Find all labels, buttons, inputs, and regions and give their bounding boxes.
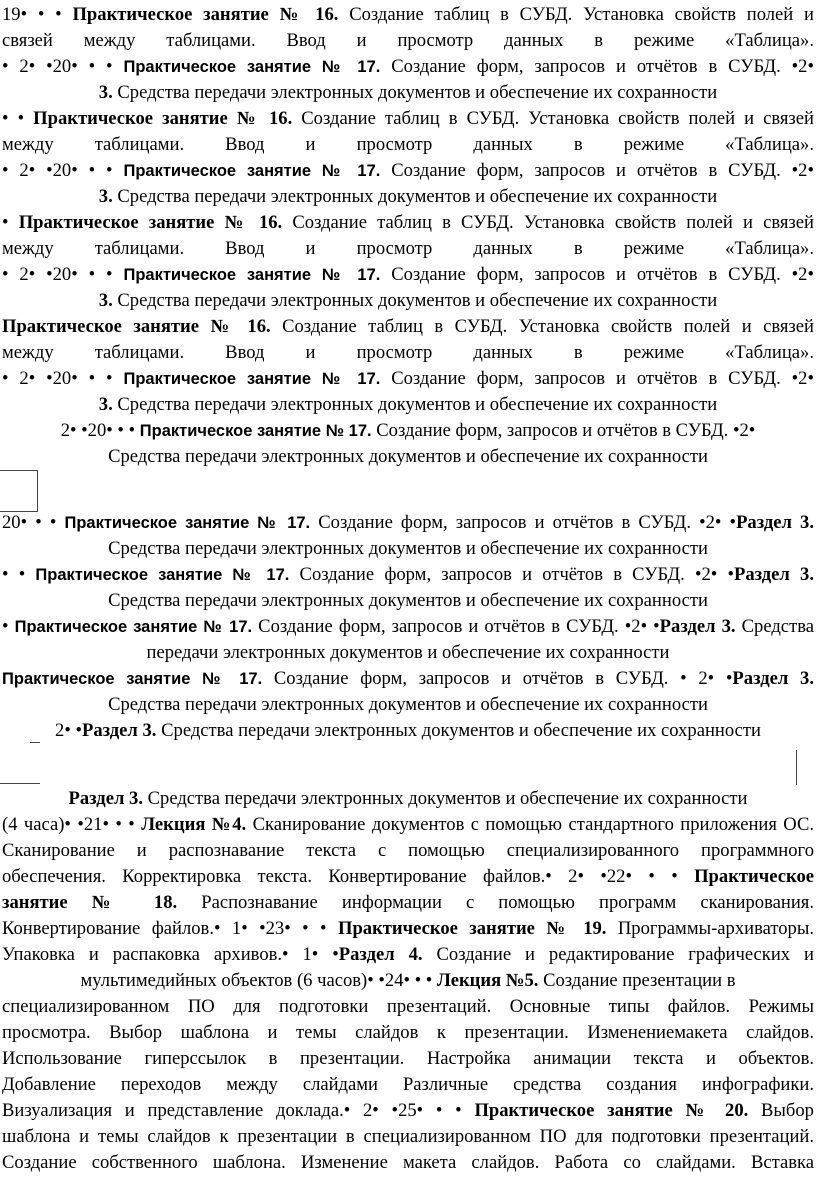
bold-text-run: Практическое занятие № 16. (2, 316, 271, 337)
text-run: Сканирование и распознавание текста с помощью специализированного программного (2, 840, 814, 861)
bold-text-run: Практическое занятие № 17. (14, 618, 253, 636)
text-run: Создание таблиц в СУБД. Установка свойств полей и (338, 4, 814, 25)
text-run: Средства передачи электронных документов и обеспечение их сохранности (108, 446, 708, 467)
text-run: Создание форм, запросов и отчётов в СУБД. •2• (371, 420, 756, 441)
bold-text-run: 3. (98, 394, 113, 415)
text-line (2, 1020, 814, 1046)
bold-text-run: занятие № 18. (2, 892, 178, 913)
text-run: Создание таблиц в СУБД. Установка свойств полей и связей (282, 212, 814, 233)
text-run: Создание форм, запросов и отчётов в СУБД. •2• • (252, 616, 660, 637)
text-run: Создание форм, запросов и отчётов в СУБД. •2• (380, 264, 814, 285)
text-line (2, 510, 814, 536)
text-run: Создание таблиц в СУБД. Установка свойств полей и связей (270, 316, 814, 337)
text-line (2, 1046, 814, 1072)
text-run: обеспечения. Корректировка текста. Конвертирование файлов.• 2• •22• • • (2, 866, 695, 887)
bold-text-run: Практическое занятие № 17. (123, 58, 381, 76)
bold-text-run: Практическое занятие № 17. (123, 162, 381, 180)
bold-text-run: Раздел 3. (68, 788, 143, 809)
text-run: Упаковка и распаковка архивов.• 1• • (2, 944, 339, 965)
bold-text-run: Практическое занятие № 16. (72, 4, 339, 25)
text-run: (4 часа)• •21• • • (2, 814, 142, 835)
text-run: Средства передачи электронных документов и обеспечение их сохранности (142, 788, 748, 809)
text-run: • • (2, 108, 34, 129)
text-run: Создание презентации в (538, 970, 736, 991)
text-line (2, 994, 814, 1020)
text-run: мультимедийных объектов (6 часов)• •24• • • (80, 970, 437, 991)
bold-text-run: Практическое занятие № 20. (474, 1100, 749, 1121)
text-line (2, 262, 814, 288)
text-line (2, 184, 814, 210)
text-run: Средства передачи электронных документов и обеспечение их сохранности (108, 694, 708, 715)
text-line (2, 106, 814, 132)
text-line (2, 588, 814, 614)
text-run: • 2• •20• • • (2, 160, 124, 181)
text-run: Средства передачи электронных документов и обеспечение их сохранности (108, 590, 708, 611)
text-line (2, 236, 814, 262)
text-line (2, 366, 814, 392)
text-line (2, 132, 814, 158)
text-run: 2• •20• • • (60, 420, 140, 441)
text-run: Использование гиперссылок в презентации. Настройка анимации текста и объектов. (2, 1048, 814, 1069)
text-line (2, 28, 814, 54)
text-line (2, 890, 814, 916)
text-run: между таблицами. Ввод и просмотр данных в режиме «Таблица». (2, 342, 814, 363)
bold-text-run: Практическое занятие № 17. (35, 566, 290, 584)
table-cell-fragment (0, 470, 38, 512)
text-line (2, 288, 814, 314)
text-run: между таблицами. Ввод и просмотр данных в режиме «Таблица». (2, 238, 814, 259)
text-run: Создание форм, запросов и отчётов в СУБД. • 2• • (262, 668, 733, 689)
text-line (2, 916, 814, 942)
text-line (2, 210, 814, 236)
text-line (2, 314, 814, 340)
text-run: Распознавание информации с помощью программ сканирования. (177, 892, 814, 913)
text-run: 19• • • (2, 4, 73, 25)
text-line (2, 340, 814, 366)
bold-text-run: Практическое занятие № 17. (64, 514, 311, 532)
text-line (2, 1072, 814, 1098)
text-run: Средства передачи электронных документов и обеспечение их сохранности (112, 290, 718, 311)
text-run: • • (2, 564, 36, 585)
text-run: Создание форм, запросов и отчётов в СУБД. •2• (380, 56, 814, 77)
text-line (2, 666, 814, 692)
text-run: Средства передачи электронных документов и обеспечение их сохранности (112, 186, 718, 207)
horizontal-rule (0, 783, 40, 784)
text-line (2, 536, 814, 562)
vertical-rule (796, 750, 797, 785)
text-run: Создание собственного шаблона. Изменение макета слайдов. Работа со слайдами. Вставка (2, 1152, 814, 1173)
text-run: Сканирование документов с помощью стандартного приложения ОС. (246, 814, 814, 835)
text-run: связей между таблицами. Ввод и просмотр данных в режиме «Таблица». (2, 30, 814, 51)
text-run: Создание форм, запросов и отчётов в СУБД. •2• (380, 160, 814, 181)
text-run: Конвертирование файлов.• 1• •23• • • (2, 918, 338, 939)
text-run: просмотра. Выбор шаблона и темы слайдов к презентации. Изменениемакета слайдов. (2, 1022, 814, 1043)
text-run: Создание форм, запросов и отчётов в СУБД. •2• • (310, 512, 737, 533)
text-line (2, 444, 814, 470)
text-run: • (2, 616, 15, 637)
bold-text-run: Практическое занятие № 16. (33, 108, 293, 129)
text-line (2, 1150, 814, 1176)
text-run: шаблона и темы слайдов к презентации в специализированном ПО для подготовки презентаций. (2, 1126, 814, 1147)
bold-text-run: Раздел 3. (659, 616, 736, 637)
text-run: Добавление переходов между слайдами Различные средства создания инфографики. (2, 1074, 814, 1095)
text-line (2, 838, 814, 864)
text-run: 2• • (55, 720, 82, 741)
text-line (2, 158, 814, 184)
text-line (2, 864, 814, 890)
text-run: Создание форм, запросов и отчётов в СУБД. •2• • (289, 564, 734, 585)
text-line (2, 54, 814, 80)
text-run: передачи электронных документов и обеспечение их сохранности (146, 642, 670, 663)
text-run: Визуализация и представление доклада.• 2• •25• • • (2, 1100, 475, 1121)
bold-text-run: Раздел 3. (736, 512, 814, 533)
text-line (2, 1098, 814, 1124)
text-line (2, 812, 814, 838)
text-run: Средства передачи электронных документов и обеспечение их сохранности (108, 538, 708, 559)
bold-text-run: Раздел 4. (338, 944, 423, 965)
bold-text-run: Практическое занятие № 17. (139, 422, 372, 440)
text-run: Создание и редактирование графических и (422, 944, 814, 965)
bold-text-run: 3. (98, 186, 113, 207)
text-run: специализированном ПО для подготовки презентаций. Основные типы файлов. Режимы (2, 996, 814, 1017)
bold-text-run: Раздел 3. (733, 564, 814, 585)
text-run: • (2, 212, 19, 233)
text-line (2, 692, 814, 718)
text-run: • 2• •20• • • (2, 368, 124, 389)
bold-text-run: Практическое (694, 866, 814, 887)
text-line (2, 392, 814, 418)
text-line (2, 2, 814, 28)
text-run: Выбор (748, 1100, 814, 1121)
text-line (2, 942, 814, 968)
text-line (2, 80, 814, 106)
text-run: 20• • • (2, 512, 65, 533)
horizontal-rule (30, 742, 40, 743)
bold-text-run: Лекция №4. (141, 814, 247, 835)
text-run: Средства передачи электронных документов и обеспечение их сохранности (156, 720, 761, 741)
bold-text-run: Практическое занятие № 17. (123, 266, 381, 284)
text-line (2, 614, 814, 640)
text-run: Создание таблиц в СУБД. Установка свойств полей и связей (292, 108, 814, 129)
text-line (2, 968, 814, 994)
bold-text-run: Практическое занятие № 17. (123, 370, 381, 388)
text-line (2, 562, 814, 588)
text-line (2, 418, 814, 444)
text-run: Средства (735, 616, 814, 637)
bold-text-run: Раздел 3. (81, 720, 157, 741)
bold-text-run: Лекция №5. (436, 970, 539, 991)
text-line (2, 718, 814, 744)
text-run: Средства передачи электронных документов и обеспечение их сохранности (112, 82, 718, 103)
text-run: Создание форм, запросов и отчётов в СУБД. •2• (380, 368, 814, 389)
bold-text-run: Практическое занятие № 16. (18, 212, 283, 233)
bold-text-run: Практическое занятие № 19. (337, 918, 607, 939)
text-run: • 2• •20• • • (2, 264, 124, 285)
text-run: Средства передачи электронных документов и обеспечение их сохранности (112, 394, 718, 415)
text-run: Программы-архиваторы. (606, 918, 814, 939)
text-run: между таблицами. Ввод и просмотр данных в режиме «Таблица». (2, 134, 814, 155)
text-line (2, 640, 814, 666)
text-run: • 2• •20• • • (2, 56, 124, 77)
text-line (2, 786, 814, 812)
bold-text-run: Раздел 3. (732, 668, 814, 689)
bold-text-run: 3. (98, 290, 113, 311)
bold-text-run: Практическое занятие № 17. (2, 670, 263, 688)
text-line (2, 1124, 814, 1150)
bold-text-run: 3. (98, 82, 113, 103)
